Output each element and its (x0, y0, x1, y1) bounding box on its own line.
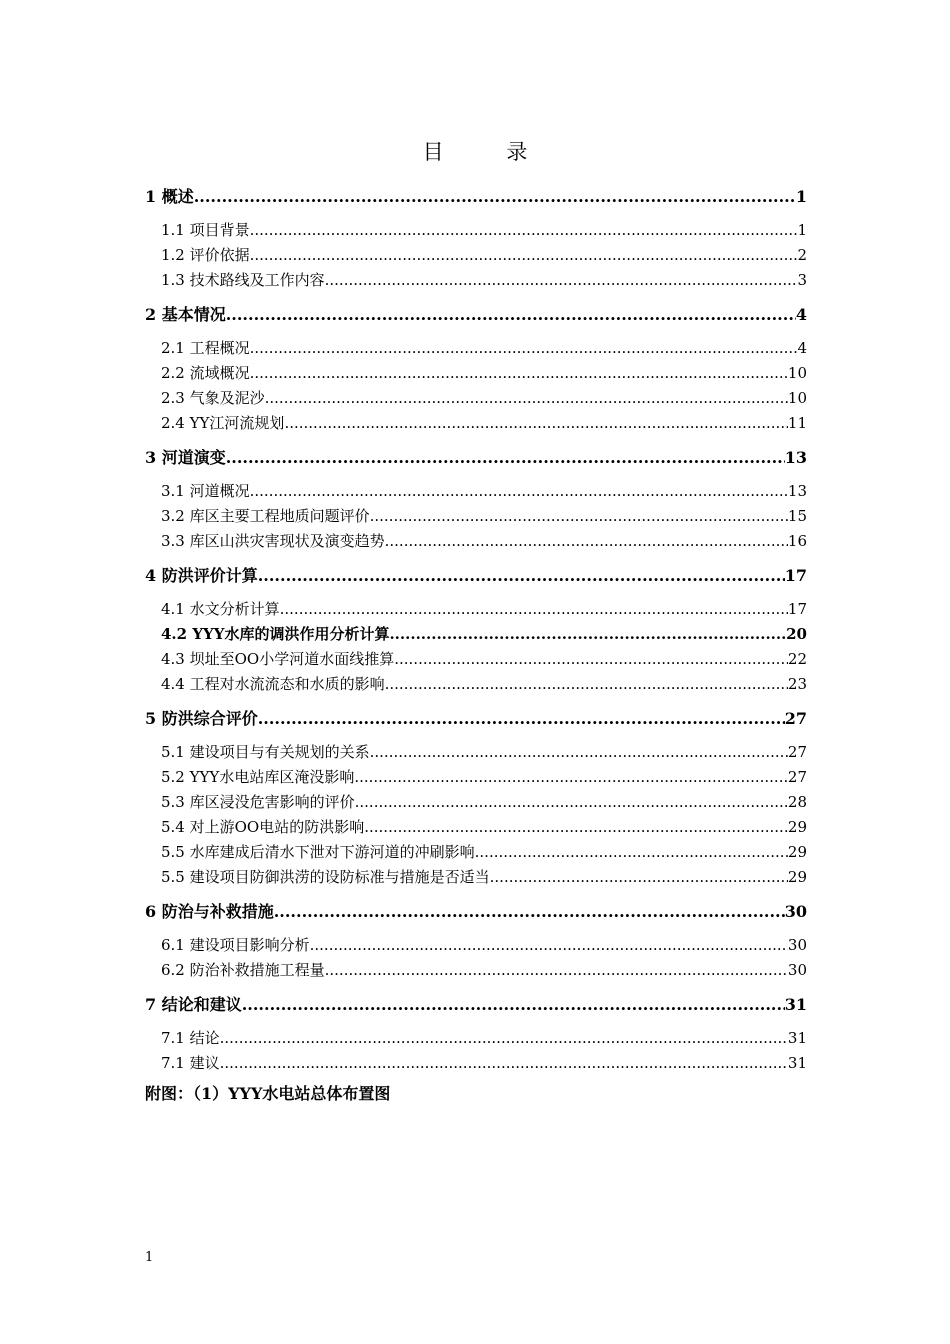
toc-entry-label: 1.2 评价依据 (161, 246, 250, 264)
toc-leader-dots (325, 958, 788, 983)
toc-entry-page: 20 (786, 625, 807, 643)
toc-leader-dots (226, 302, 796, 328)
toc-entry-page: 1 (795, 187, 807, 206)
toc-entry-label: 7.1 结论 (161, 1029, 220, 1047)
toc-section-entry[interactable] (145, 504, 807, 529)
toc-section-entry[interactable] (145, 243, 807, 268)
toc-entry-label: 1 概述 (145, 187, 194, 206)
toc-leader-dots (354, 765, 788, 790)
toc-section-entry[interactable] (145, 790, 807, 815)
toc-leader-dots (325, 268, 798, 293)
toc-entry-page: 2 (797, 246, 807, 264)
toc-entry-label: 4 防洪评价计算 (145, 566, 258, 585)
toc-chapter-entry[interactable] (145, 563, 807, 589)
toc-entry-page: 13 (787, 482, 807, 500)
toc-entry-page: 3 (797, 271, 807, 289)
toc-leader-dots (258, 706, 785, 732)
toc-entry-label: 3.3 库区山洪灾害现状及演变趋势 (161, 532, 385, 550)
toc-entry-page: 17 (784, 566, 807, 585)
toc-entry-label: 7 结论和建议 (145, 995, 242, 1014)
toc-section-entry[interactable] (145, 958, 807, 983)
toc-leader-dots (370, 504, 788, 529)
toc-section-entry[interactable] (145, 1051, 807, 1076)
toc-leader-dots (385, 529, 788, 554)
toc-chapter-entry[interactable] (145, 992, 807, 1018)
toc-section-entry[interactable] (145, 865, 807, 890)
toc-leader-dots (274, 899, 785, 925)
toc-leader-dots (258, 563, 785, 589)
toc-entry-label: 4.1 水文分析计算 (161, 600, 280, 618)
toc-entry-page: 29 (787, 818, 807, 836)
toc-entry-label: 6 防治与补救措施 (145, 902, 274, 921)
toc-section-entry[interactable] (145, 1026, 807, 1051)
toc-entry-page: 4 (795, 305, 807, 324)
toc-leader-dots (242, 992, 785, 1018)
toc-section-entry[interactable] (145, 672, 807, 697)
toc-leader-dots (475, 840, 788, 865)
toc-leader-dots (194, 184, 796, 210)
page-title: 目 录 (422, 140, 556, 164)
toc-entry-label: 2.2 流域概况 (161, 364, 250, 382)
toc-entry-label: 5.2 YYY水电站库区淹没影响 (161, 768, 355, 786)
toc-chapter-entry[interactable] (145, 184, 807, 210)
toc-leader-dots (394, 647, 788, 672)
toc-leader-dots (250, 479, 788, 504)
toc-entry-page: 30 (787, 936, 807, 954)
toc-entry-page: 17 (787, 600, 807, 618)
toc-entry-label: 7.1 建议 (161, 1054, 220, 1072)
toc-entry-page: 30 (787, 961, 807, 979)
toc-entry-label: 3.2 库区主要工程地质问题评价 (161, 507, 370, 525)
toc-entry-page: 29 (787, 843, 807, 861)
toc-entry-page: 11 (787, 414, 807, 432)
toc-section-entry[interactable] (145, 740, 807, 765)
toc-chapter-entry[interactable] (145, 899, 807, 925)
toc-section-entry[interactable] (145, 386, 807, 411)
toc-entry-label: 6.1 建设项目影响分析 (161, 936, 310, 954)
toc-leader-dots (265, 386, 788, 411)
toc-leader-dots (385, 672, 788, 697)
toc-leader-dots (364, 815, 788, 840)
toc-chapter-entry[interactable] (145, 445, 807, 471)
toc-entry-page: 31 (787, 1054, 807, 1072)
toc-entry-page: 27 (787, 743, 807, 761)
toc-entry-page: 31 (787, 1029, 807, 1047)
toc-entry-label: 3.1 河道概况 (161, 482, 250, 500)
toc-leader-dots (220, 1051, 788, 1076)
toc-section-entry[interactable] (145, 840, 807, 865)
toc-entry-page: 13 (784, 448, 807, 467)
toc-entry-label: 6.2 防治补救措施工程量 (161, 961, 325, 979)
toc-entry-page: 31 (784, 995, 807, 1014)
toc-section-entry[interactable] (145, 622, 807, 647)
toc-section-entry[interactable] (145, 529, 807, 554)
toc-entry-label: 5.3 库区浸没危害影响的评价 (161, 793, 355, 811)
toc-section-entry[interactable] (145, 597, 807, 622)
toc-entry-page: 10 (787, 389, 807, 407)
toc-section-entry[interactable] (145, 647, 807, 672)
toc-section-entry[interactable] (145, 933, 807, 958)
toc-leader-dots (250, 218, 798, 243)
toc-section-entry[interactable] (145, 815, 807, 840)
toc-entry-page: 1 (797, 221, 807, 239)
footer-page-number: 1 (145, 1250, 154, 1265)
toc-entry-label: 4.4 工程对水流流态和水质的影响 (161, 675, 385, 693)
toc-leader-dots (310, 933, 788, 958)
toc-section-entry[interactable] (145, 218, 807, 243)
toc-entry-label: 5 防洪综合评价 (145, 709, 258, 728)
toc-leader-dots (220, 1026, 788, 1051)
toc-section-entry[interactable] (145, 411, 807, 436)
toc-entry-label: 2 基本情况 (145, 305, 226, 324)
toc-entry-label: 5.5 水库建成后清水下泄对下游河道的冲刷影响 (161, 843, 475, 861)
toc-leader-dots (226, 445, 785, 471)
toc-chapter-entry[interactable] (145, 706, 807, 732)
toc-leader-dots (250, 243, 798, 268)
toc-entry-label: 1.3 技术路线及工作内容 (161, 271, 325, 289)
toc-section-entry[interactable] (145, 268, 807, 293)
toc-entry-label: 4.3 坝址至OO小学河道水面线推算 (161, 650, 395, 668)
toc-leader-dots (250, 361, 788, 386)
toc-entry-label: 5.5 建设项目防御洪涝的设防标准与措施是否适当 (161, 868, 490, 886)
toc-leader-dots (284, 411, 787, 436)
toc-entry-label: 2.1 工程概况 (161, 339, 250, 357)
toc-entry-page: 23 (787, 675, 807, 693)
toc-entry-label: 2.4 YY江河流规划 (161, 414, 285, 432)
appendix-note: 附图：（1）YYY水电站总体布置图 (145, 1084, 391, 1103)
toc-entry-page: 27 (784, 709, 807, 728)
toc-entry-label: 1.1 项目背景 (161, 221, 250, 239)
toc-entry-label: 2.3 气象及泥沙 (161, 389, 265, 407)
table-of-contents (145, 180, 807, 1076)
toc-entry-page: 28 (787, 793, 807, 811)
toc-section-entry[interactable] (145, 765, 807, 790)
toc-entry-label: 4.2 YYY水库的调洪作用分析计算 (161, 625, 390, 643)
toc-entry-page: 29 (787, 868, 807, 886)
toc-entry-page: 27 (787, 768, 807, 786)
toc-entry-page: 10 (787, 364, 807, 382)
toc-leader-dots (280, 597, 788, 622)
toc-section-entry[interactable] (145, 479, 807, 504)
toc-entry-page: 30 (784, 902, 807, 921)
toc-leader-dots (490, 865, 788, 890)
toc-leader-dots (250, 336, 798, 361)
toc-entry-label: 5.1 建设项目与有关规划的关系 (161, 743, 370, 761)
toc-entry-page: 15 (787, 507, 807, 525)
toc-entry-label: 5.4 对上游OO电站的防洪影响 (161, 818, 365, 836)
toc-section-entry[interactable] (145, 336, 807, 361)
toc-entry-page: 22 (787, 650, 807, 668)
toc-chapter-entry[interactable] (145, 302, 807, 328)
toc-leader-dots (355, 790, 788, 815)
toc-entry-label: 3 河道演变 (145, 448, 226, 467)
toc-leader-dots (370, 740, 788, 765)
toc-entry-page: 16 (787, 532, 807, 550)
toc-section-entry[interactable] (145, 361, 807, 386)
toc-entry-page: 4 (797, 339, 807, 357)
toc-leader-dots (389, 622, 786, 647)
